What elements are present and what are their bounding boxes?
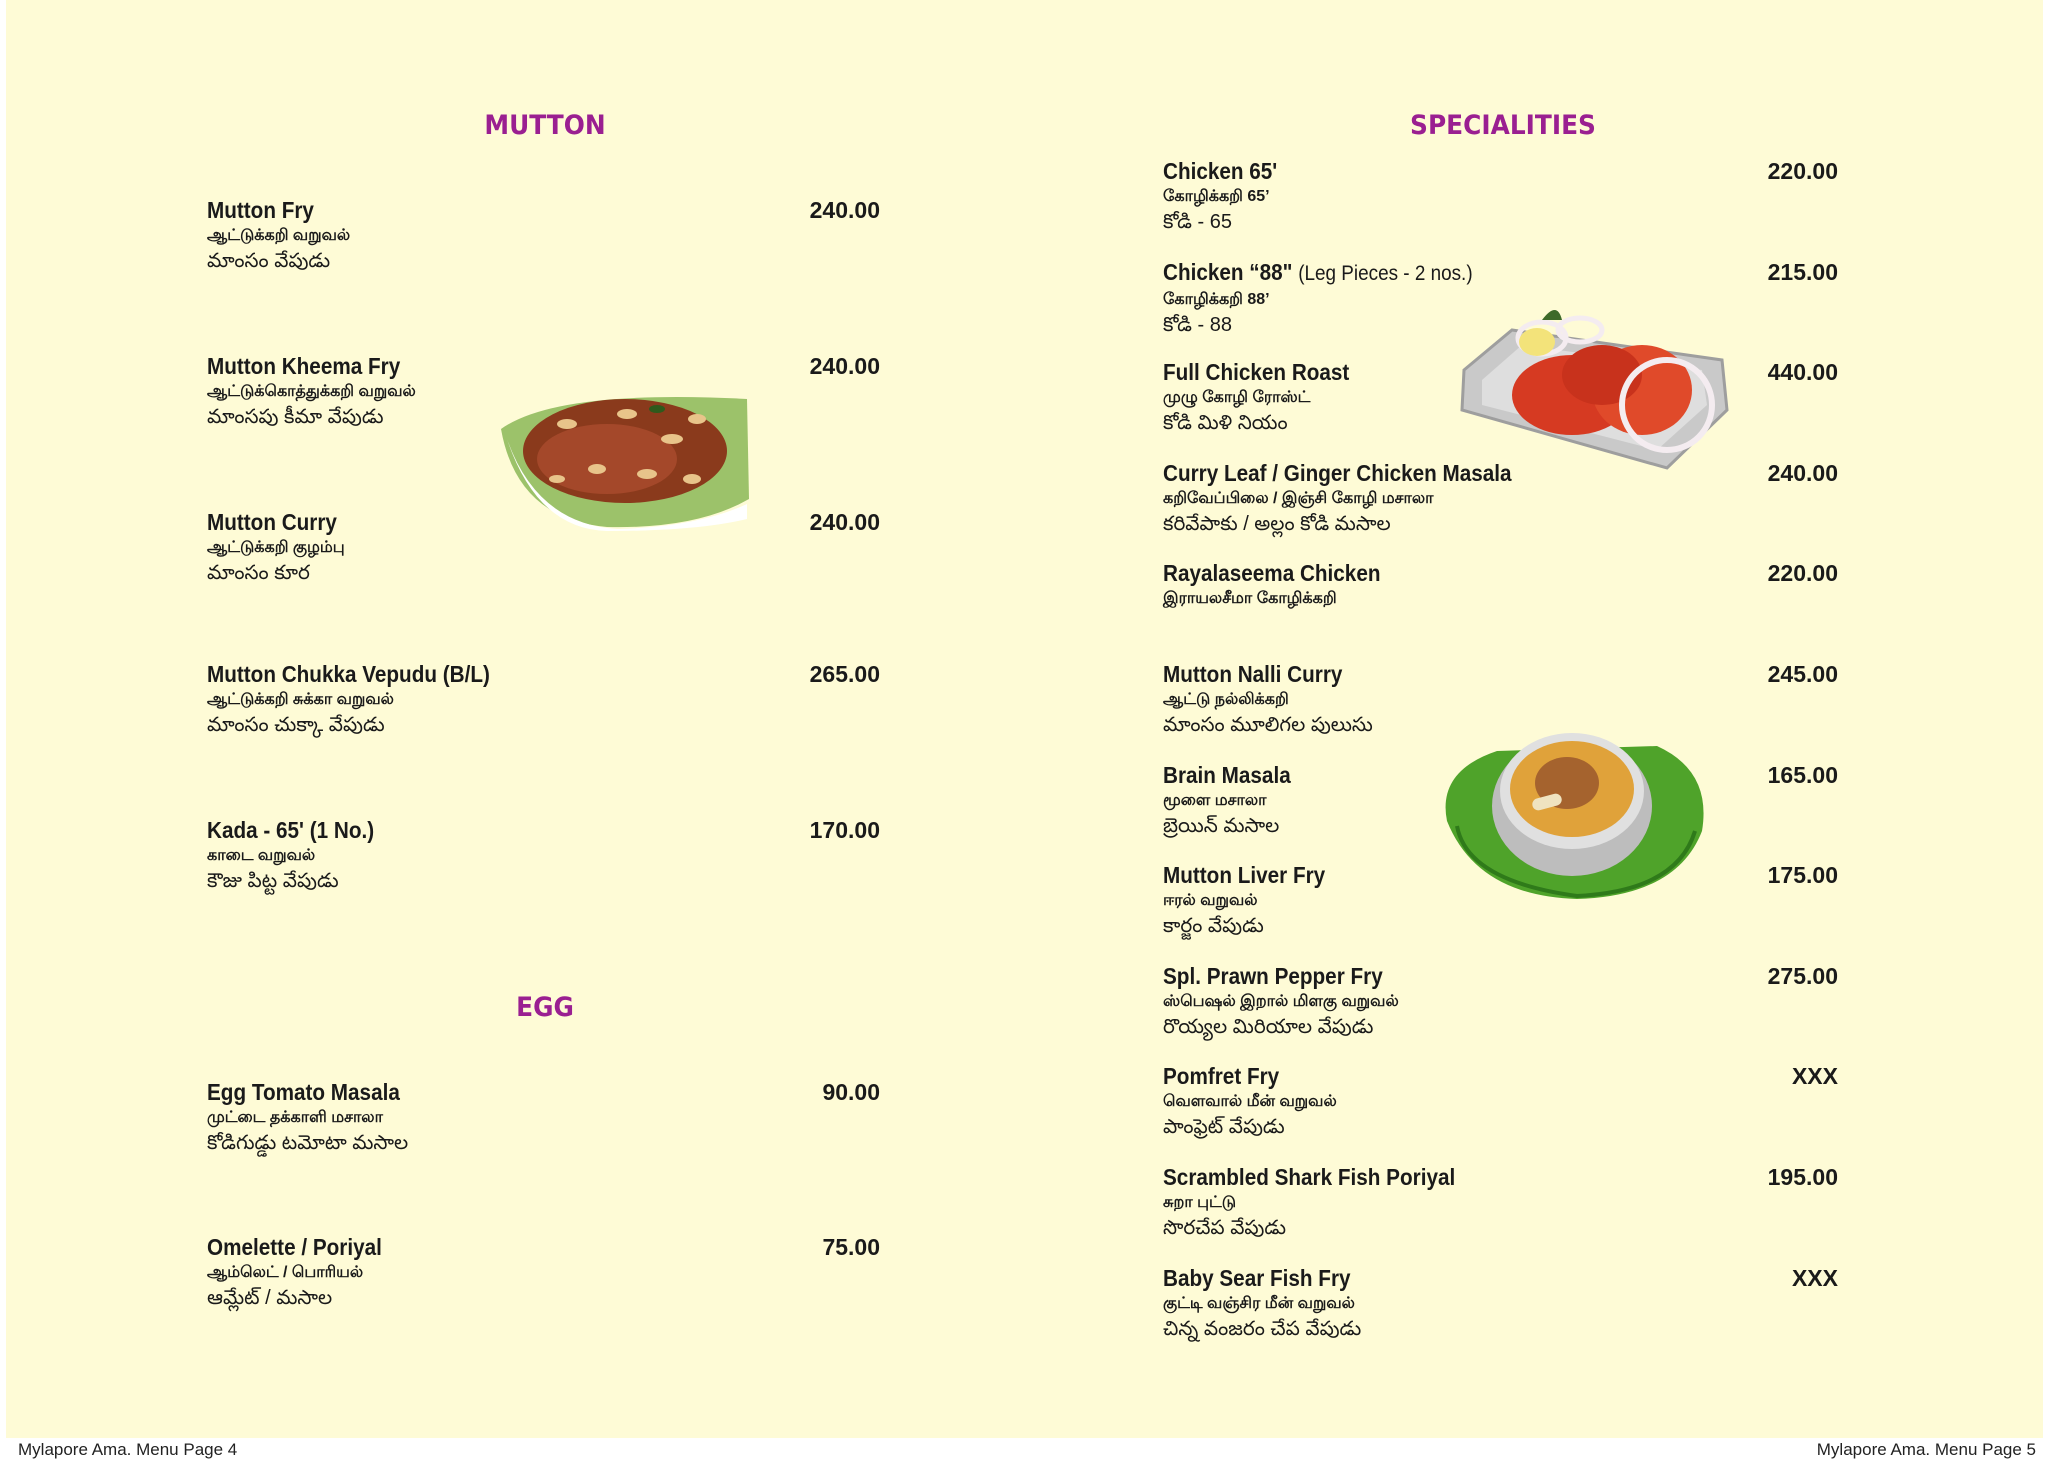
item-telugu-name: కోడి మిళి నియం	[1163, 412, 1288, 434]
item-telugu-name: కోడి - 65	[1163, 211, 1232, 233]
item-name: Rayalaseema Chicken	[1163, 560, 1381, 586]
item-price: 440.00	[1767, 359, 1838, 385]
item-tamil-name: கறிவேப்பிலை / இஞ்சி கோழி மசாலா	[1163, 490, 1434, 507]
menu-item	[1163, 460, 1838, 550]
item-telugu-name: కౌజు పిట్ట వేపుడు	[207, 870, 339, 892]
item-name: Kada - 65' (1 No.)	[207, 817, 375, 843]
item-tamil-name: இராயலசீமா கோழிக்கறி	[1163, 590, 1337, 607]
item-tamil-name: ஆட்டுக்கறி குழம்பு	[207, 539, 345, 556]
item-telugu-name: రొయ్యల మిరియాల వేపుడు	[1163, 1016, 1374, 1038]
item-tamil-name: ஸ்பெஷல் இறால் மிளகு வறுவல்	[1163, 993, 1399, 1010]
item-tamil-name: வௌவால் மீன் வறுவல்	[1163, 1093, 1337, 1110]
menu-item	[1163, 1063, 1838, 1153]
item-price: 265.00	[809, 661, 880, 687]
page-footer-left: Mylapore Ama. Menu Page 4	[18, 1440, 238, 1459]
item-name-note: (Leg Pieces - 2 nos.)	[1298, 262, 1473, 285]
item-telugu-name: మాంసం కూర	[207, 562, 310, 584]
menu-item	[1163, 560, 1838, 650]
item-telugu-name: సొరచేప వేపుడు	[1163, 1217, 1287, 1239]
item-name: Scrambled Shark Fish Poriyal	[1163, 1164, 1456, 1190]
item-tamil-name: ஈரல் வறுவல்	[1163, 892, 1258, 909]
item-name: Pomfret Fry	[1163, 1063, 1280, 1089]
item-telugu-name: కరివేపాకు / అల్లం కోడి మసాల	[1163, 513, 1391, 535]
item-telugu-name: మాంసం మూలిగల పులుసు	[1163, 714, 1373, 736]
section-title-mutton: MUTTON	[484, 110, 606, 141]
item-telugu-name: ఆమ్లేట్ / మసాల	[207, 1287, 333, 1309]
item-name: Brain Masala	[1163, 762, 1291, 788]
item-telugu-name: కోడి - 88	[1163, 314, 1232, 336]
item-name: Omelette / Poriyal	[207, 1234, 382, 1260]
item-telugu-name: చిన్న వంజరం చేప వేపుడు	[1163, 1318, 1362, 1340]
item-price: 215.00	[1767, 259, 1838, 285]
item-telugu-name: మాంసం చుక్కా వేపుడు	[207, 714, 385, 736]
item-price: 240.00	[809, 353, 880, 379]
item-tamil-name: ஆட்டுக்கொத்துக்கறி வறுவல்	[207, 383, 416, 400]
item-name-text: Chicken “88"	[1163, 259, 1293, 285]
menu-item	[1163, 661, 1838, 751]
item-telugu-name: కోడిగుడ్డు టమోటా మసాల	[207, 1132, 409, 1154]
item-price: 75.00	[822, 1234, 880, 1260]
item-name	[1163, 259, 1473, 287]
item-name: Mutton Nalli Curry	[1163, 661, 1343, 687]
menu-item	[1163, 158, 1838, 248]
item-telugu-name: పాంఫ్రెట్ వేపుడు	[1163, 1116, 1285, 1138]
item-price: 170.00	[809, 817, 880, 843]
item-tamil-name: மூளை மசாலா	[1163, 792, 1267, 809]
menu-item	[207, 661, 880, 751]
item-price: 165.00	[1767, 762, 1838, 788]
item-price: 90.00	[822, 1079, 880, 1105]
item-price: 220.00	[1767, 560, 1838, 586]
item-telugu-name: మాంసం వేపుడు	[207, 250, 331, 272]
item-name: Mutton Fry	[207, 197, 314, 223]
menu-item	[1163, 259, 1838, 349]
mutton-kheema-photo	[497, 379, 753, 531]
menu-item	[1163, 762, 1838, 852]
item-price: 245.00	[1767, 661, 1838, 687]
item-price: XXX	[1791, 1063, 1838, 1089]
item-name: Chicken 65'	[1163, 158, 1278, 184]
page-footer-right: Mylapore Ama. Menu Page 5	[1816, 1440, 2036, 1459]
item-tamil-name: முழு கோழி ரோஸ்ட்	[1163, 389, 1311, 406]
item-price: 240.00	[809, 509, 880, 535]
menu-item	[207, 1079, 880, 1169]
item-name: Egg Tomato Masala	[207, 1079, 400, 1105]
item-tamil-name: கோழிக்கறி 65’	[1163, 188, 1270, 205]
item-tamil-name: சுறா புட்டு	[1163, 1194, 1237, 1211]
section-title-specialities: SPECIALITIES	[1410, 110, 1596, 141]
item-name: Mutton Liver Fry	[1163, 862, 1326, 888]
item-name: Baby Sear Fish Fry	[1163, 1265, 1351, 1291]
item-tamil-name: குட்டி வஞ்சிர மீன் வறுவல்	[1163, 1295, 1355, 1312]
item-price: 240.00	[809, 197, 880, 223]
section-title-egg: EGG	[516, 992, 574, 1023]
menu-item	[207, 1234, 880, 1324]
item-price: 175.00	[1767, 862, 1838, 888]
menu-item	[207, 817, 880, 907]
item-price: 275.00	[1767, 963, 1838, 989]
item-name: Full Chicken Roast	[1163, 359, 1350, 385]
item-tamil-name: கோழிக்கறி 88’	[1163, 291, 1270, 308]
item-tamil-name: ஆட்டு நல்லிக்கறி	[1163, 691, 1289, 708]
menu-item	[1163, 1265, 1838, 1355]
item-tamil-name: ஆட்டுக்கறி சுக்கா வறுவல்	[207, 691, 394, 708]
item-name: Spl. Prawn Pepper Fry	[1163, 963, 1383, 989]
item-name: Curry Leaf / Ginger Chicken Masala	[1163, 460, 1512, 486]
item-price: XXX	[1791, 1265, 1838, 1291]
item-price: 195.00	[1767, 1164, 1838, 1190]
menu-item	[1163, 862, 1838, 952]
item-tamil-name: ஆம்லெட் / பொரியல்	[207, 1264, 364, 1281]
item-telugu-name: బ్రెయిన్ మసాల	[1163, 815, 1280, 837]
item-tamil-name: முட்டை தக்காளி மசாலா	[207, 1109, 383, 1126]
menu-item	[1163, 963, 1838, 1053]
menu-item	[1163, 359, 1838, 449]
item-name: Mutton Curry	[207, 509, 337, 535]
item-name: Mutton Kheema Fry	[207, 353, 401, 379]
item-telugu-name: మాంసపు కీమా వేపుడు	[207, 406, 384, 428]
item-price: 240.00	[1767, 460, 1838, 486]
menu-item	[207, 197, 880, 287]
item-tamil-name: காடை வறுவல்	[207, 847, 316, 864]
item-telugu-name: కార్జం వేపుడు	[1163, 915, 1264, 937]
item-tamil-name: ஆட்டுக்கறி வறுவல்	[207, 227, 351, 244]
item-price: 220.00	[1767, 158, 1838, 184]
menu-item	[1163, 1164, 1838, 1254]
item-name: Mutton Chukka Vepudu (B/L)	[207, 661, 490, 687]
